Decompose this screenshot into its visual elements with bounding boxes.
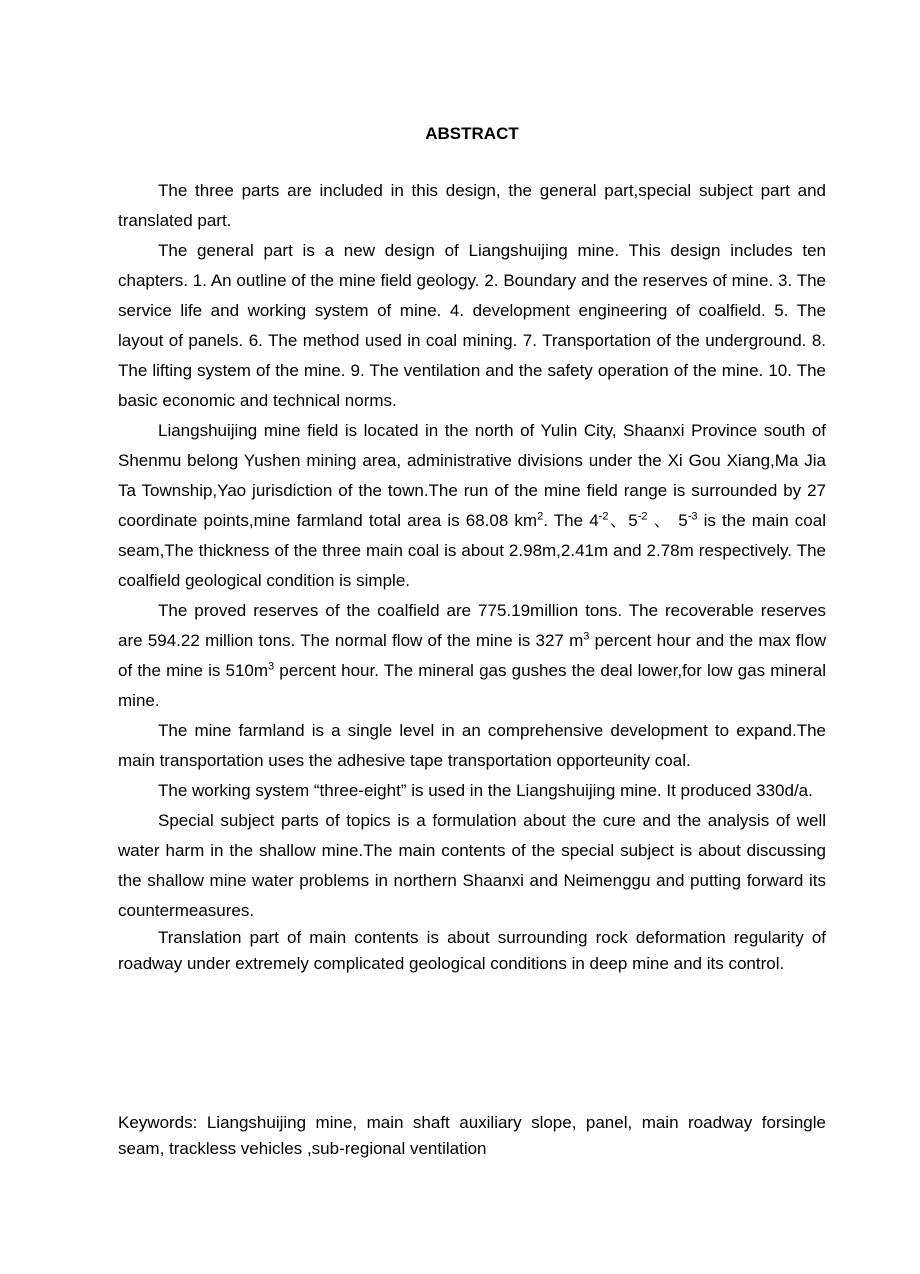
text-segment: 、5	[608, 511, 638, 530]
text-segment: . The 4	[543, 511, 599, 530]
superscript: 3	[583, 630, 590, 643]
text-segment: percent hour. The mineral gas gushes the deal lower,for low gas mineral mine.	[118, 661, 826, 710]
superscript: -3	[687, 510, 698, 523]
paragraph-translation-part: Translation part of main contents is about surrounding rock deformation regularity of roadway under extremely complicated geological conditions in deep mine and its control.	[118, 928, 826, 973]
paragraph-reserves	[118, 596, 826, 716]
superscript: -2	[637, 510, 648, 523]
paragraph-overview: The three parts are included in this design, the general part,special subject part and translated part.	[118, 181, 826, 230]
superscript: 2	[537, 510, 544, 523]
abstract-body	[118, 176, 826, 977]
superscript: -2	[598, 510, 609, 523]
text-segment: The proved reserves of the coalfield are 775.19million tons. The recoverable reserves are 594.22 million tons. The normal flow of the mine is 327 m	[118, 601, 826, 650]
keywords: Keywords: Liangshuijing mine, main shaft auxiliary slope, panel, main roadway forsingle seam, trackless vehicles ,sub-regional ventilation	[118, 1113, 826, 1158]
paragraph-development: The mine farmland is a single level in an comprehensive development to expand.The main transportation uses the adhesive tape transportation opporteunity coal.	[118, 721, 826, 770]
paragraph-mine-location	[118, 416, 826, 596]
text-segment: percent hour and the max flow of the mine is 510m	[118, 631, 826, 680]
text-segment: 、 5	[647, 511, 688, 530]
abstract-title: ABSTRACT	[425, 124, 519, 143]
paragraph-special-subject: Special subject parts of topics is a formulation about the cure and the analysis of well water harm in the shallow mine.The main contents of the special subject is about discussing the shallow mine water problems in northern Shaanxi and Neimenggu and putting forward its countermeasures.	[118, 811, 826, 920]
superscript: 3	[268, 660, 275, 673]
text-segment: Liangshuijing mine field is located in the north of Yulin City, Shaanxi Province south of Shenmu belong Yushen mining area, administrative divisions under the Xi Gou Xiang,Ma Jia Ta Township,Yao jurisdiction of the town.The run of the mine field range is surrounded by 27 coordinate points,mine farmland total area is 68.08 km	[118, 421, 826, 530]
paragraph-general-part: The general part is a new design of Liangshuijing mine. This design includes ten chapters. 1. An outline of the mine field geology. 2. Boundary and the reserves of mine. 3. The service life and working system of mine. 4. development engineering of coalfield. 5. The layout of panels. 6. The method used in coal mining. 7. Transportation of the underground. 8. The lifting system of the mine. 9. The ventilation and the safety operation of the mine. 10. The basic economic and technical norms.	[118, 241, 826, 410]
text-segment: is the main coal seam,The thickness of the three main coal is about 2.98m,2.41m and 2.78m respectively. The coalfield geological condition is simple.	[118, 511, 826, 590]
paragraph-working-system: The working system “three-eight” is used in the Liangshuijing mine. It produced 330d/a.	[158, 781, 813, 800]
